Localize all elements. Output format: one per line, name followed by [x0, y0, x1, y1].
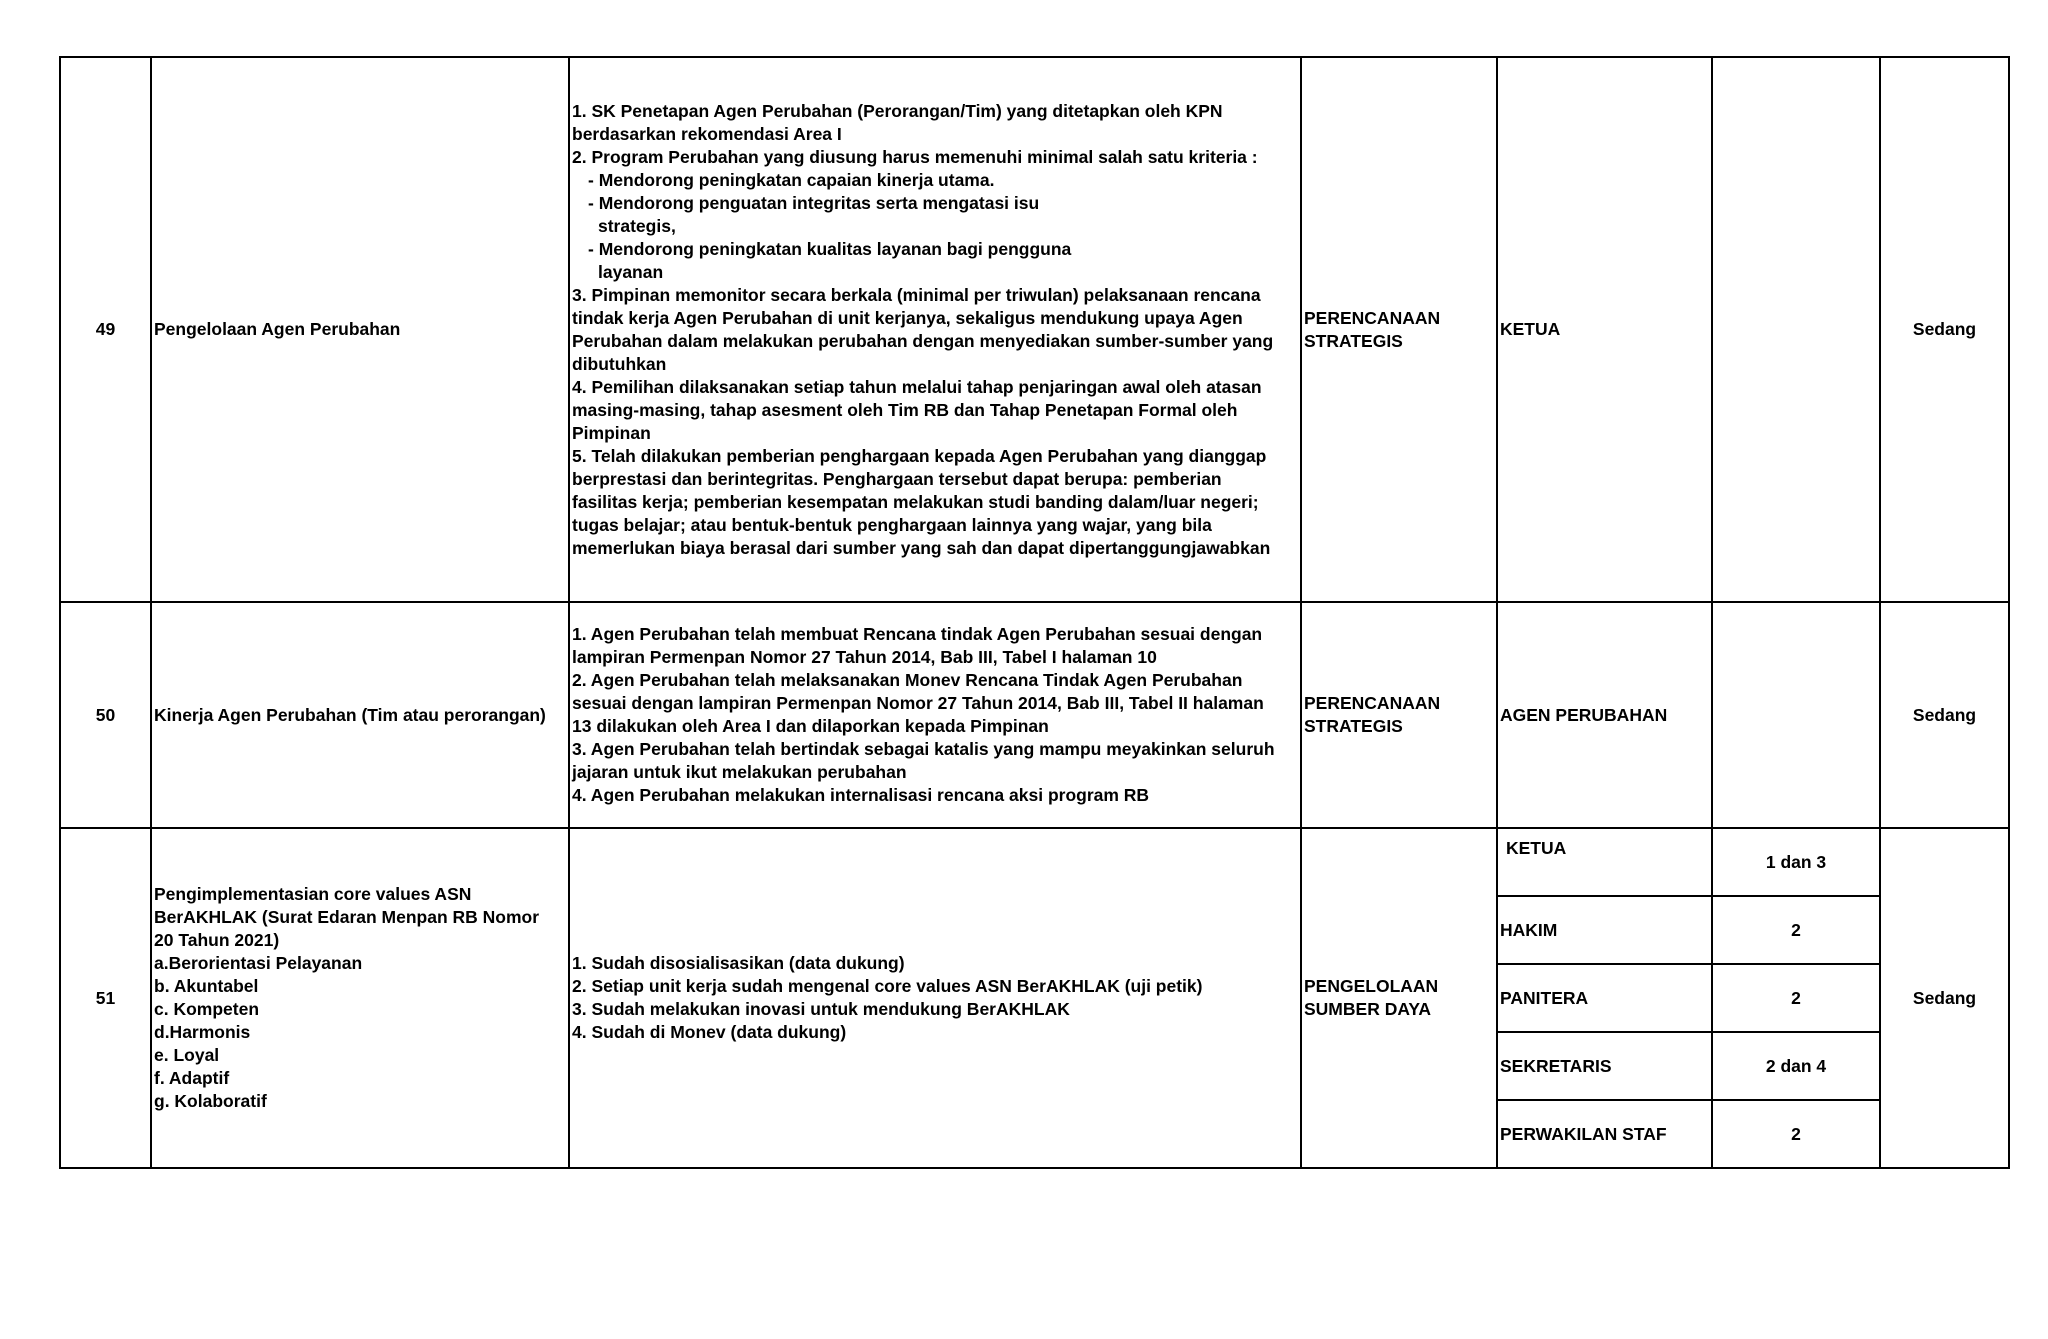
criteria-line: Perubahan dalam melakukan perubahan dengan menyediakan sumber-sumber yang	[572, 330, 1274, 351]
aspect-cell	[151, 828, 569, 1168]
aspect-line: a.Berorientasi Pelayanan	[154, 953, 363, 973]
level-cell: Sedang	[1880, 602, 2009, 828]
unit-cell	[1301, 828, 1497, 1168]
criteria-line: 3. Sudah melakukan inovasi untuk mendukung BerAKHLAK	[572, 999, 1070, 1019]
row-number: 51	[60, 828, 151, 1168]
aspect-line: BerAKHLAK (Surat Edaran Menpan RB Nomor	[154, 907, 540, 927]
sub-cell	[1712, 57, 1880, 602]
criteria-line: - Mendorong peningkatan kualitas layanan bagi pengguna	[588, 238, 1072, 259]
criteria-line: 1. Agen Perubahan telah membuat Rencana tindak Agen Perubahan sesuai dengan	[572, 624, 1263, 644]
unit-line: PENGELOLAAN	[1304, 976, 1439, 996]
criteria-line: layanan	[598, 261, 664, 282]
unit-line: PERENCANAAN	[1304, 693, 1441, 713]
sub-cell: 2	[1712, 1100, 1880, 1168]
unit-line: PERENCANAAN	[1304, 307, 1441, 328]
criteria-line: 4. Pemilihan dilaksanakan setiap tahun melalui tahap penjaringan awal oleh atasan	[572, 376, 1262, 397]
sub-cell	[1712, 602, 1880, 828]
row-number: 49	[60, 57, 151, 602]
row-number: 50	[60, 602, 151, 828]
criteria-line: 2. Setiap unit kerja sudah mengenal core values ASN BerAKHLAK (uji petik)	[572, 976, 1203, 996]
aspect-cell	[151, 602, 569, 828]
table-row	[60, 602, 2009, 828]
criteria-line: 2. Program Perubahan yang diusung harus memenuhi minimal salah satu kriteria :	[572, 146, 1258, 167]
table-row	[60, 57, 2009, 602]
criteria-line: 3. Agen Perubahan telah bertindak sebagai katalis yang mampu meyakinkan seluruh	[572, 739, 1275, 759]
criteria-line: 1. Sudah disosialisasikan (data dukung)	[572, 953, 905, 973]
aspect-line: 20 Tahun 2021)	[154, 930, 280, 950]
criteria-cell	[569, 602, 1301, 828]
criteria-line: 4. Sudah di Monev (data dukung)	[572, 1022, 847, 1042]
criteria-line: Pimpinan	[572, 422, 651, 443]
criteria-line: masing-masing, tahap asesment oleh Tim RB dan Tahap Penetapan Formal oleh	[572, 399, 1238, 420]
sub-cell: 2	[1712, 964, 1880, 1032]
unit-line: STRATEGIS	[1304, 716, 1403, 736]
table-row	[60, 828, 2009, 896]
criteria-line: sesuai dengan lampiran Permenpan Nomor 27 Tahun 2014, Bab III, Tabel II halaman	[572, 693, 1264, 713]
sub-cell: 2 dan 4	[1712, 1032, 1880, 1100]
aspect-line: b. Akuntabel	[154, 976, 259, 996]
criteria-line: - Mendorong penguatan integritas serta mengatasi isu	[588, 192, 1040, 213]
criteria-cell	[569, 57, 1301, 602]
unit-line: STRATEGIS	[1304, 330, 1403, 351]
criteria-line: strategis,	[598, 215, 676, 236]
role-cell: PANITERA	[1497, 964, 1712, 1032]
criteria-line: berdasarkan rekomendasi Area I	[572, 123, 842, 144]
criteria-line: 13 dilakukan oleh Area I dan dilaporkan kepada Pimpinan	[572, 716, 1049, 736]
level-cell: Sedang	[1880, 57, 2009, 602]
criteria-line: jajaran untuk ikut melakukan perubahan	[572, 762, 907, 782]
aspect-line: d.Harmonis	[154, 1022, 251, 1042]
criteria-line: 3. Pimpinan memonitor secara berkala (minimal per triwulan) pelaksanaan rencana	[572, 284, 1261, 305]
unit-line: SUMBER DAYA	[1304, 999, 1432, 1019]
criteria-line: lampiran Permenpan Nomor 27 Tahun 2014, Bab III, Tabel I halaman 10	[572, 647, 1157, 667]
criteria-line: tindak kerja Agen Perubahan di unit kerjanya, sekaligus mendukung upaya Agen	[572, 307, 1243, 328]
level-cell: Sedang	[1880, 828, 2009, 1168]
criteria-line: 5. Telah dilakukan pemberian penghargaan kepada Agen Perubahan yang dianggap	[572, 445, 1267, 466]
criteria-line: berprestasi dan berintegritas. Penghargaan tersebut dapat berupa: pemberian	[572, 468, 1222, 489]
unit-cell	[1301, 57, 1497, 602]
sub-cell: 2	[1712, 896, 1880, 964]
sub-cell: 1 dan 3	[1712, 828, 1880, 896]
role-cell: HAKIM	[1497, 896, 1712, 964]
aspect-line: Pengelolaan Agen Perubahan	[154, 319, 401, 339]
criteria-line: dibutuhkan	[572, 353, 667, 374]
role-cell: KETUA	[1497, 828, 1712, 896]
role-cell: AGEN PERUBAHAN	[1497, 602, 1712, 828]
criteria-line: 1. SK Penetapan Agen Perubahan (Perorangan/Tim) yang ditetapkan oleh KPN	[572, 100, 1223, 121]
criteria-line: fasilitas kerja; pemberian kesempatan melakukan studi banding dalam/luar negeri;	[572, 491, 1259, 512]
aspect-line: f. Adaptif	[154, 1068, 230, 1088]
criteria-line: memerlukan biaya berasal dari sumber yang sah dan dapat dipertanggungjawabkan	[572, 537, 1271, 558]
aspect-line: Pengimplementasian core values ASN	[154, 884, 472, 904]
aspect-line: e. Loyal	[154, 1045, 220, 1065]
aspect-cell	[151, 57, 569, 602]
criteria-line: tugas belajar; atau bentuk-bentuk penghargaan lainnya yang wajar, yang bila	[572, 514, 1212, 535]
role-cell: PERWAKILAN STAF	[1497, 1100, 1712, 1168]
aspect-line: c. Kompeten	[154, 999, 260, 1019]
criteria-line: - Mendorong peningkatan capaian kinerja utama.	[588, 169, 995, 190]
role-cell: KETUA	[1497, 57, 1712, 602]
assessment-table	[59, 56, 2010, 1169]
aspect-line: Kinerja Agen Perubahan (Tim atau perorangan)	[154, 704, 546, 725]
criteria-cell	[569, 828, 1301, 1168]
criteria-line: 2. Agen Perubahan telah melaksanakan Monev Rencana Tindak Agen Perubahan	[572, 670, 1243, 690]
aspect-line: g. Kolaboratif	[154, 1091, 267, 1111]
role-cell: SEKRETARIS	[1497, 1032, 1712, 1100]
unit-cell	[1301, 602, 1497, 828]
criteria-line: 4. Agen Perubahan melakukan internalisasi rencana aksi program RB	[572, 785, 1150, 805]
